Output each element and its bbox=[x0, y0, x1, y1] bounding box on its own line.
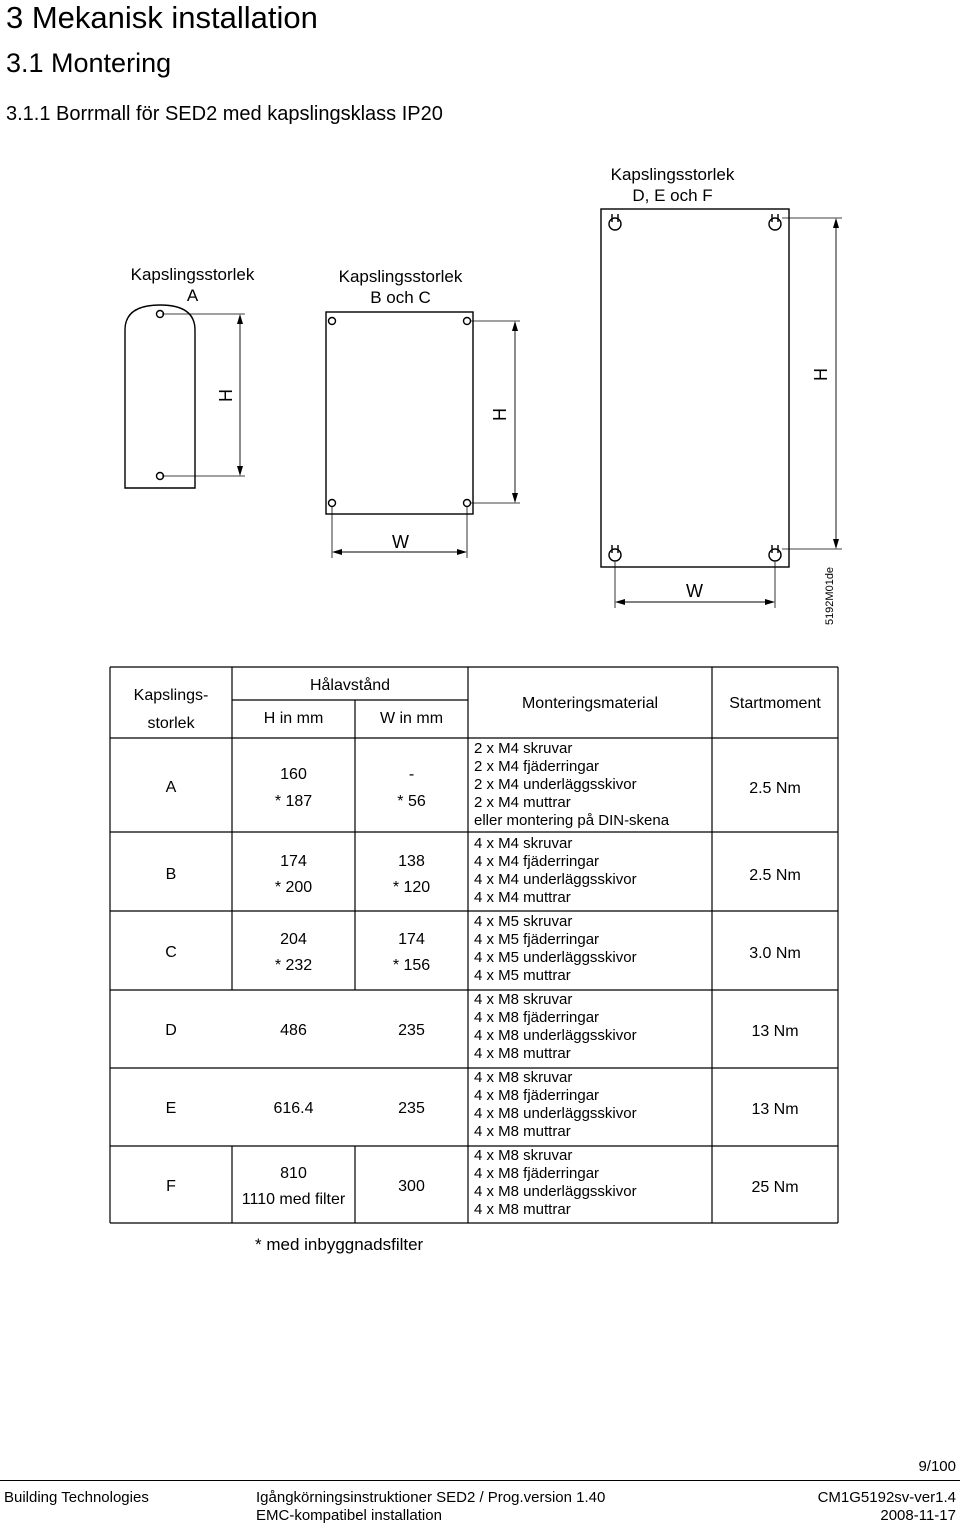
table-footnote: * med inbyggnadsfilter bbox=[255, 1235, 424, 1254]
row-w-filter: * 120 bbox=[392, 879, 431, 896]
dim-h-bc: H bbox=[490, 408, 510, 421]
row-w: 235 bbox=[398, 1100, 425, 1117]
dim-h-def: H bbox=[811, 368, 831, 381]
row-torque: 2.5 Nm bbox=[749, 780, 801, 797]
page-number: 9/100 bbox=[918, 1458, 956, 1475]
row-material: 4 x M4 skruvar 4 x M4 fjäderringar 4 x M4 underläggsskivor 4 x M4 muttrar bbox=[474, 835, 637, 906]
row-size: B bbox=[165, 866, 177, 883]
row-w: 174 bbox=[398, 931, 425, 948]
row-torque: 2.5 Nm bbox=[749, 867, 801, 884]
size-def-label: Kapslingsstorlek D, E och F bbox=[610, 165, 735, 205]
row-size: D bbox=[165, 1022, 177, 1039]
row-size: E bbox=[165, 1100, 177, 1117]
dim-w-def: W bbox=[686, 581, 703, 601]
row-material: 2 x M4 skruvar 2 x M4 fjäderringar 2 x M4 underläggsskivor 2 x M4 muttrar eller montering på DIN-skena bbox=[474, 740, 670, 829]
size-a-label: Kapslingsstorlek A bbox=[130, 265, 255, 305]
header-material: Monteringsmaterial bbox=[521, 695, 659, 712]
footer-doc-title: Igångkörningsinstruktioner SED2 / Prog.version 1.40 bbox=[256, 1489, 606, 1506]
row-w-filter: * 56 bbox=[397, 793, 426, 810]
row-material: 4 x M8 skruvar 4 x M8 fjäderringar 4 x M8 underläggsskivor 4 x M8 muttrar bbox=[474, 1069, 637, 1140]
chapter-heading: 3 Mekanisk installation bbox=[6, 0, 318, 35]
row-material: 4 x M8 skruvar 4 x M8 fjäderringar 4 x M8 underläggsskivor 4 x M8 muttrar bbox=[474, 1147, 637, 1218]
footer-company: Building Technologies bbox=[4, 1489, 149, 1506]
row-torque: 13 Nm bbox=[751, 1101, 799, 1118]
header-size: Kapslings- storlek bbox=[133, 687, 209, 732]
header-h: H in mm bbox=[263, 710, 324, 727]
row-h: 616.4 bbox=[273, 1100, 314, 1117]
dim-h-a: H bbox=[216, 389, 236, 402]
size-bc-label: Kapslingsstorlek B och C bbox=[338, 267, 463, 307]
header-hole-spacing: Hålavstånd bbox=[309, 677, 391, 694]
row-h: 810 bbox=[280, 1165, 307, 1182]
row-w: 235 bbox=[398, 1022, 425, 1039]
header-w: W in mm bbox=[379, 710, 444, 727]
row-torque: 13 Nm bbox=[751, 1023, 799, 1040]
section-heading: 3.1 Montering bbox=[6, 48, 172, 78]
dim-w-bc: W bbox=[392, 532, 409, 552]
row-material: 4 x M8 skruvar 4 x M8 fjäderringar 4 x M8 underläggsskivor 4 x M8 muttrar bbox=[474, 991, 637, 1062]
header-torque: Startmoment bbox=[729, 695, 821, 712]
subsection-heading: 3.1.1 Borrmall för SED2 med kapslingsklass IP20 bbox=[6, 103, 443, 125]
row-w: 138 bbox=[398, 853, 425, 870]
footer-doc-id: CM1G5192sv-ver1.4 bbox=[817, 1489, 956, 1506]
footer-date: 2008-11-17 bbox=[880, 1507, 956, 1524]
row-w: 300 bbox=[398, 1178, 425, 1195]
row-size: C bbox=[165, 944, 177, 961]
row-h-filter: * 232 bbox=[274, 957, 313, 974]
row-h: 204 bbox=[280, 931, 307, 948]
row-h: 160 bbox=[280, 766, 307, 783]
row-h-filter: 1110 med filter bbox=[241, 1191, 346, 1208]
row-size: F bbox=[166, 1178, 176, 1195]
row-torque: 25 Nm bbox=[751, 1179, 799, 1196]
row-w-filter: * 156 bbox=[392, 957, 431, 974]
footer-doc-subtitle: EMC-kompatibel installation bbox=[256, 1507, 442, 1524]
row-h-filter: * 200 bbox=[274, 879, 313, 896]
row-h: 486 bbox=[280, 1022, 307, 1039]
row-size: A bbox=[165, 779, 177, 796]
row-w: - bbox=[408, 766, 415, 783]
footer-rule bbox=[0, 1480, 960, 1481]
row-torque: 3.0 Nm bbox=[749, 945, 801, 962]
row-h-filter: * 187 bbox=[274, 793, 313, 810]
row-material: 4 x M5 skruvar 4 x M5 fjäderringar 4 x M5 underläggsskivor 4 x M5 muttrar bbox=[474, 913, 637, 984]
row-h: 174 bbox=[280, 853, 307, 870]
drawing-code: 5192M01de bbox=[824, 566, 837, 626]
